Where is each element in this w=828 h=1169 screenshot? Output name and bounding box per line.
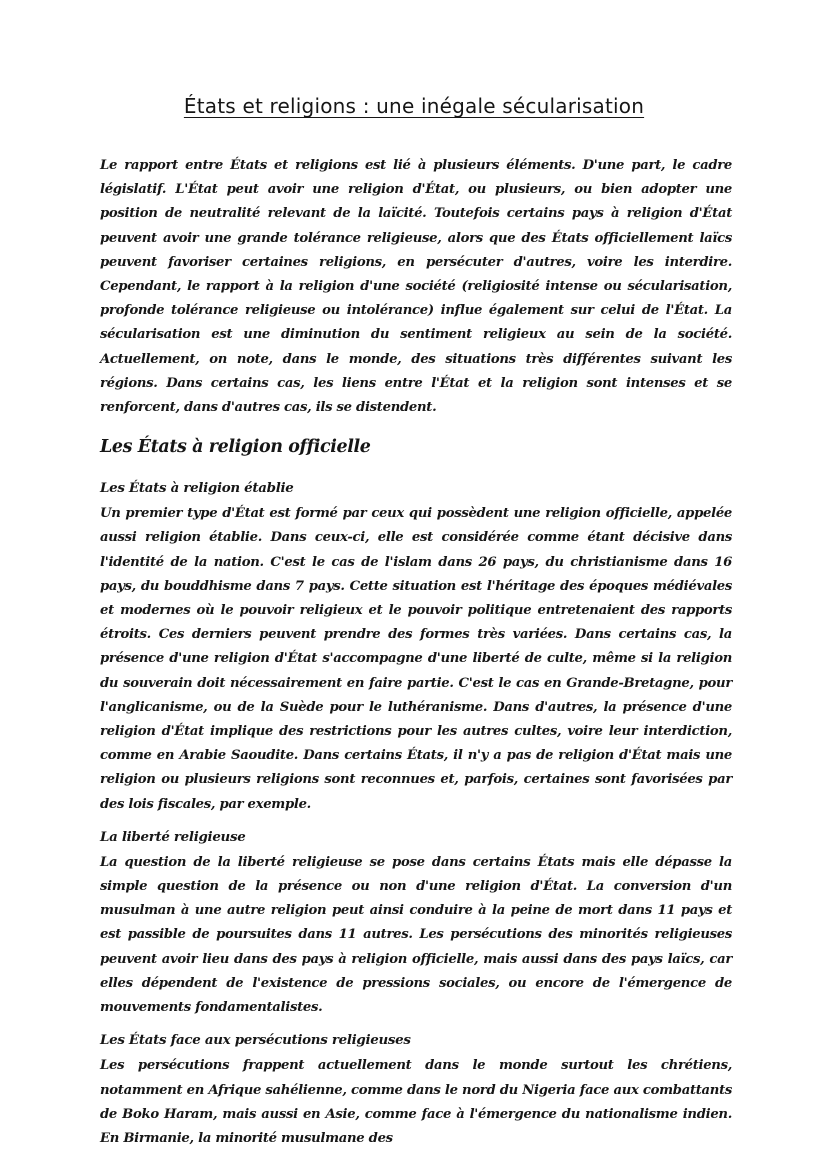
subsection-heading-liberte-religieuse: La liberté religieuse	[100, 828, 246, 845]
subsection-body-liberte-religieuse: La question de la liberté religieuse se pose dans certains États mais elle dépasse la simple question de la présence ou non d'une religion d'État. La conversion d'un musulman à une autre religion peut ainsi conduire à la peine de mort dans 11 pays et est passible de poursuites dans 11 autres. Les persécutions des minorités religieuses peuvent avoir lieu dans des pays à religion officielle, mais aussi dans des pays laïcs, car elles dépendent de l'existence de pressions sociales, ou encore de l'émergence de mouvements fondamentalistes.	[100, 854, 732, 1016]
subsection-body-persecutions: Les persécutions frappent actuellement dans le monde surtout les chrétiens, notamment en Afrique sahélienne, comme dans le nord du Nigeria face aux combattants de Boko Haram, mais aussi en Asie, comme face à l'émergence du nationalisme indien. En Birmanie, la minorité musulmane des	[100, 1058, 732, 1146]
section-heading: Les États à religion officielle	[100, 437, 371, 458]
page-title-text: États et religions : une inégale sécularisation	[183, 94, 645, 118]
document-body	[100, 154, 732, 1159]
intro-paragraph: Le rapport entre États et religions est lié à plusieurs éléments. D'une part, le cadre législatif. L'État peut avoir une religion d'État, ou plusieurs, ou bien adopter une position de neutralité relevant de la laïcité. Toutefois certains pays à religion d'État peuvent avoir une grande tolérance religieuse, alors que des États officiellement laïcs peuvent favoriser certaines religions, en persécuter d'autres, voire les interdire. Cependant, le rapport à la religion d'une société (religiosité intense ou sécularisation, profonde tolérance religieuse ou intolérance) influe également sur celui de l'État. La sécularisation est une diminution du sentiment religieux au sein de la société. Actuellement, on note, dans le monde, des situations très différentes suivant les régions. Dans certains cas, les liens entre l'État et la religion sont intenses et se renforcent, dans d'autres cas, ils se distendent.	[100, 158, 732, 416]
subsection-heading-persecutions: Les États face aux persécutions religieuses	[100, 1032, 411, 1049]
page-title	[0, 94, 828, 118]
subsection-heading-religion-etablie: Les États à religion établie	[100, 480, 294, 497]
subsection-body-religion-etablie: Un premier type d'État est formé par ceux qui possèdent une religion officielle, appelée aussi religion établie. Dans ceux-ci, elle est considérée comme étant décisive dans l'identité de la nation. C'est le cas de l'islam dans 26 pays, du christianisme dans 16 pays, du bouddhisme dans 7 pays. Cette situation est l'héritage des époques médiévales et modernes où le pouvoir religieux et le pouvoir politique entretenaient des rapports étroits. Ces derniers peuvent prendre des formes très variées. Dans certains cas, la présence d'une religion d'État s'accompagne d'une liberté de culte, même si la religion du souverain doit nécessairement en faire partie. C'est le cas en Grande-Bretagne, pour l'anglicanisme, ou de la Suède pour le luthéranisme. Dans d'autres, la présence d'une religion d'État implique des restrictions pour les autres cultes, voire leur interdiction, comme en Arabie Saoudite. Dans certains États, il n'y a pas de religion d'État mais une religion ou plusieurs religions sont reconnues et, parfois, certaines sont favorisées par des lois fiscales, par exemple.	[100, 506, 732, 812]
